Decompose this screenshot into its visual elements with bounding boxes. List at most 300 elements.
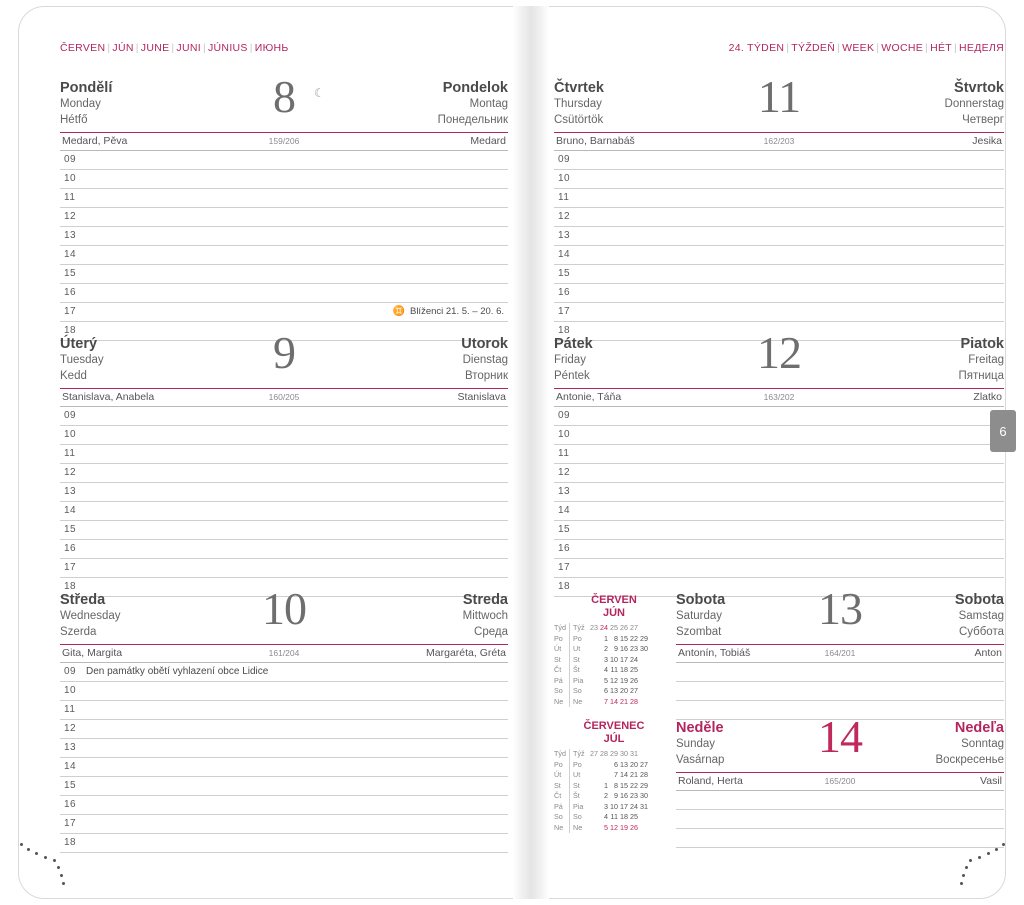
day-name-cs: Pondělí	[60, 80, 113, 96]
mini-day: 3	[604, 654, 608, 664]
mini-day: 4	[604, 812, 608, 821]
hour-label: 14	[64, 761, 77, 772]
mini-daylabel-cs: Ne	[554, 822, 564, 832]
day-names-right	[935, 720, 1004, 768]
mini-day: 9	[614, 791, 618, 800]
header-month-de: JUNI	[176, 42, 201, 54]
day-name-ru: Суббота	[958, 626, 1004, 638]
day-of-year: 159/206	[268, 136, 300, 146]
mini-day: 7	[614, 770, 618, 779]
hour-slot[interactable]	[60, 170, 508, 189]
mini-day: 27	[640, 759, 648, 769]
hour-slot[interactable]	[554, 483, 1004, 502]
day-block-friday	[554, 327, 1007, 597]
mini-week-label-cs: Týd	[554, 623, 566, 632]
hour-label: 09	[64, 154, 77, 165]
mini-day: 20	[620, 686, 628, 695]
hour-label: 13	[64, 486, 77, 497]
hour-label: 12	[64, 467, 77, 478]
mini-day-row	[554, 634, 650, 645]
hour-slot[interactable]	[60, 739, 508, 758]
day-name-sk: Pondelok	[442, 80, 508, 96]
day-of-year: 164/201	[824, 648, 856, 658]
hour-slot[interactable]	[60, 682, 508, 701]
hour-slot[interactable]	[60, 720, 508, 739]
mini-daylabel-sk: Ut	[570, 644, 591, 655]
mini-day: 26	[630, 675, 638, 685]
hour-label: 11	[558, 448, 570, 459]
hour-slot[interactable]	[554, 407, 1004, 426]
mini-day: 23	[630, 644, 638, 653]
day-name-en: Friday	[554, 354, 586, 366]
mini-day: 20	[630, 759, 638, 769]
saints-right: Vasil	[980, 775, 1002, 787]
mini-day: 13	[620, 759, 628, 769]
header-week-ru: НЕДЕЛЯ	[959, 42, 1004, 54]
day-number: 14	[818, 711, 862, 762]
day-name-en: Monday	[60, 98, 101, 110]
day-name-hu: Csütörtök	[554, 114, 604, 126]
day-names-left	[676, 592, 725, 640]
mini-week-num: 30	[620, 749, 628, 758]
saints-right: Medard	[470, 135, 506, 147]
hour-slot[interactable]	[554, 521, 1004, 540]
hour-slot[interactable]	[60, 540, 508, 559]
mini-day: 8	[614, 780, 618, 790]
mini-daylabel-cs: Ne	[554, 696, 564, 706]
hour-slot[interactable]	[554, 559, 1004, 578]
hour-slot[interactable]	[554, 189, 1004, 208]
mini-week-num: 27	[590, 749, 598, 758]
hour-slot[interactable]	[60, 265, 508, 284]
hour-slot[interactable]	[60, 796, 508, 815]
hour-label: 14	[558, 505, 571, 516]
mini-title-cs: ČERVEN	[591, 594, 637, 606]
mini-day: 19	[620, 822, 628, 832]
month-index-tab[interactable]	[990, 410, 1016, 452]
mini-day: 23	[630, 791, 638, 800]
holiday-note: Den památky obětí vyhlazení obce Lidice	[86, 666, 269, 677]
hour-slot[interactable]	[60, 815, 508, 834]
mini-week-row	[554, 623, 650, 634]
mini-day	[590, 697, 600, 708]
mini-day-row	[554, 760, 650, 771]
moon-phase-icon: ☾	[314, 86, 325, 100]
header-week-de: WOCHE	[881, 42, 924, 54]
mini-week-num: 23	[590, 623, 598, 632]
mini-day: 15	[620, 633, 628, 643]
hour-slot[interactable]	[554, 540, 1004, 559]
hour-slot[interactable]	[60, 426, 508, 445]
hour-slot[interactable]	[60, 284, 508, 303]
saints-right: Margaréta, Gréta	[426, 647, 506, 659]
hour-slot[interactable]	[60, 758, 508, 777]
mini-day: 7	[604, 696, 608, 706]
mini-day: 2	[604, 644, 608, 653]
day-name-cs: Středa	[60, 592, 106, 608]
saints-left: Roland, Herta	[678, 775, 743, 787]
mini-daylabel-sk: So	[570, 686, 591, 697]
day-name-cs: Čtvrtek	[554, 80, 604, 96]
gemini-icon: ♊	[392, 306, 405, 317]
mini-daylabel-sk: So	[570, 812, 591, 823]
note-line[interactable]	[676, 810, 1004, 829]
day-name-ru: Вторник	[464, 370, 508, 382]
mini-week-label-sk: Týž	[570, 749, 591, 760]
hour-slot[interactable]	[554, 502, 1004, 521]
mini-week-num: 26	[620, 623, 628, 632]
mini-day: 29	[640, 633, 648, 643]
mini-day: 10	[610, 801, 618, 811]
hour-slot[interactable]	[554, 464, 1004, 483]
day-name-sk: Utorok	[461, 336, 508, 352]
zodiac-note	[393, 306, 504, 317]
day-name-en: Thursday	[554, 98, 602, 110]
day-name-en: Saturday	[676, 610, 723, 622]
hour-slot[interactable]	[60, 502, 508, 521]
hour-label: 10	[64, 173, 77, 184]
hour-slot[interactable]	[60, 464, 508, 483]
mini-day: 15	[620, 780, 628, 790]
mini-day: 12	[610, 675, 618, 685]
day-name-sk: Nedeľa	[954, 720, 1004, 736]
day-name-cs: Sobota	[676, 592, 726, 608]
mini-week-num: 25	[610, 623, 618, 632]
mini-day	[590, 686, 600, 697]
day-number: 12	[757, 327, 801, 378]
mini-day: 19	[620, 675, 628, 685]
day-names-right	[958, 336, 1004, 384]
hour-label: 16	[64, 799, 77, 810]
day-header	[676, 711, 1004, 772]
hour-slot[interactable]	[554, 227, 1004, 246]
saints-row	[676, 773, 1004, 791]
day-block-thursday	[554, 71, 1004, 341]
mini-day	[590, 770, 600, 781]
hour-label: 16	[64, 543, 77, 554]
mini-day: 14	[620, 770, 628, 779]
hour-label: 10	[64, 685, 77, 696]
hour-label: 14	[64, 505, 77, 516]
mini-daylabel-sk: Ne	[570, 823, 591, 834]
hour-slot[interactable]	[60, 407, 508, 426]
day-name-hu: Kedd	[60, 370, 87, 382]
mini-daylabel-cs: Pá	[554, 801, 563, 811]
mini-daylabel-sk: Ut	[570, 770, 591, 781]
note-line[interactable]	[676, 829, 1004, 848]
hour-label: 17	[64, 562, 77, 573]
hour-label: 18	[558, 325, 571, 336]
day-names-right	[463, 592, 508, 640]
mini-day: 24	[630, 801, 638, 811]
mini-week-label-sk: Týž	[570, 623, 591, 634]
hour-label: 18	[64, 325, 77, 336]
mini-day	[590, 781, 600, 792]
day-of-year: 165/200	[824, 776, 856, 786]
day-name-de: Samstag	[958, 610, 1004, 622]
header-month-en: JUNE	[140, 42, 170, 54]
hour-slot[interactable]	[554, 208, 1004, 227]
hour-label: 09	[558, 154, 571, 165]
saints-left: Bruno, Barnabáš	[556, 135, 635, 147]
mini-day: 1	[604, 633, 608, 643]
day-number: 8	[273, 71, 295, 122]
mini-day: 21	[620, 696, 628, 706]
mini-daylabel-sk: Pia	[570, 802, 591, 813]
mini-day: 31	[640, 801, 648, 811]
mini-day: 21	[630, 770, 638, 779]
day-block-tuesday	[60, 327, 508, 597]
mini-daylabel-cs: Pá	[554, 675, 563, 685]
day-name-sk: Sobota	[954, 592, 1004, 608]
hour-slot[interactable]	[60, 521, 508, 540]
hour-label: 13	[64, 230, 77, 241]
day-of-year: 161/204	[268, 648, 300, 658]
hour-label: 09	[64, 410, 77, 421]
mini-day	[590, 655, 600, 666]
note-line[interactable]	[676, 682, 1004, 701]
hour-label: 17	[64, 818, 77, 829]
day-names-left	[554, 80, 604, 128]
hour-slot[interactable]	[554, 170, 1004, 189]
mini-day: 8	[614, 633, 618, 643]
mini-title-sk: JÚL	[603, 733, 625, 745]
hour-label: 11	[64, 704, 76, 715]
hour-label: 10	[558, 429, 571, 440]
hour-slot[interactable]	[554, 445, 1004, 464]
mini-day: 25	[630, 665, 638, 674]
mini-day-row	[554, 812, 650, 823]
hour-slot[interactable]	[60, 303, 508, 322]
hour-slot[interactable]	[554, 423, 1007, 445]
mini-day: 6	[614, 759, 618, 769]
day-name-cs: Úterý	[60, 336, 98, 352]
day-name-de: Sonntag	[961, 738, 1004, 750]
mini-day	[590, 665, 600, 676]
saints-left: Antonín, Tobiáš	[678, 647, 751, 659]
day-names-right	[438, 80, 508, 128]
mini-day	[600, 770, 610, 781]
day-name-de: Donnerstag	[944, 98, 1004, 110]
saints-left: Antonie, Táňa	[556, 391, 622, 403]
hour-slot[interactable]	[60, 151, 508, 170]
saints-right: Anton	[974, 647, 1002, 659]
mini-day: 18	[620, 665, 628, 674]
day-block-sunday	[676, 711, 1004, 848]
mini-day: 16	[620, 644, 628, 653]
mini-day: 28	[630, 696, 638, 706]
mini-daylabel-cs: Út	[554, 770, 562, 779]
header-month-sk: JÚN	[112, 42, 134, 54]
mini-day: 25	[630, 812, 638, 821]
mini-day-row	[554, 644, 650, 655]
saints-row	[60, 645, 508, 663]
day-name-ru: Пятница	[958, 370, 1004, 382]
mini-day: 18	[620, 812, 628, 821]
mini-week-label-cs: Týd	[554, 749, 566, 758]
hour-slot[interactable]	[60, 483, 508, 502]
saints-row	[60, 389, 508, 407]
mini-day: 22	[630, 633, 638, 643]
mini-day: 10	[610, 654, 618, 664]
mini-day: 30	[640, 791, 648, 800]
mini-day-row	[554, 781, 650, 792]
saints-left: Gita, Margita	[62, 647, 123, 659]
mini-daylabel-cs: So	[554, 812, 563, 821]
mini-day-row	[554, 655, 650, 666]
saints-right: Zlatko	[973, 391, 1002, 403]
hour-label: 12	[64, 211, 77, 222]
hour-slot[interactable]	[60, 208, 508, 227]
day-name-en: Sunday	[676, 738, 716, 750]
day-of-year: 160/205	[268, 392, 300, 402]
day-number: 13	[818, 583, 862, 634]
day-header	[554, 71, 1004, 132]
day-names-right	[461, 336, 508, 384]
day-name-hu: Péntek	[554, 370, 590, 382]
day-name-de: Mittwoch	[462, 610, 508, 622]
day-name-ru: Среда	[474, 626, 508, 638]
hour-slot[interactable]	[60, 834, 508, 853]
hour-label: 18	[558, 581, 571, 592]
mini-day: 4	[604, 665, 608, 674]
hour-label: 16	[558, 543, 571, 554]
hour-slot[interactable]	[60, 777, 508, 796]
hour-label: 13	[558, 486, 571, 497]
mini-daylabel-cs: Po	[554, 759, 563, 769]
mini-week-num: 28	[600, 749, 608, 758]
hour-label: 10	[64, 429, 77, 440]
day-name-cs: Neděle	[676, 720, 724, 736]
day-name-de: Dienstag	[462, 354, 508, 366]
day-number: 9	[273, 327, 295, 378]
day-name-en: Tuesday	[60, 354, 104, 366]
mini-daylabel-cs: Čt	[554, 665, 562, 674]
mini-day-row	[554, 665, 650, 676]
mini-day: 17	[620, 801, 628, 811]
header-week-sk: TÝŽDEŇ	[791, 42, 836, 54]
hour-label: 13	[64, 742, 77, 753]
mini-day: 22	[630, 780, 638, 790]
hour-label: 11	[64, 192, 76, 203]
mini-day: 3	[604, 801, 608, 811]
hour-label: 17	[558, 306, 571, 317]
mini-day-row	[554, 802, 650, 813]
hour-label: 15	[64, 780, 77, 791]
note-line[interactable]	[676, 791, 1004, 810]
header-week-en: WEEK	[842, 42, 875, 54]
mini-week-num: 24	[600, 623, 608, 632]
hour-slot[interactable]	[554, 151, 1004, 170]
mini-day: 1	[604, 780, 608, 790]
day-name-hu: Szombat	[676, 626, 722, 638]
mini-day: 9	[614, 644, 618, 653]
day-name-hu: Hétfő	[60, 114, 88, 126]
mini-day: 27	[630, 686, 638, 695]
hour-label: 12	[558, 211, 571, 222]
header-month-hu: JÚNIUS	[208, 42, 248, 54]
mini-daylabel-cs: Út	[554, 644, 562, 653]
hour-label: 18	[64, 837, 77, 848]
mini-day: 13	[610, 686, 618, 695]
hour-slot[interactable]	[60, 445, 508, 464]
mini-daylabel-sk: Št	[570, 665, 591, 676]
saints-right: Stanislava	[457, 391, 506, 403]
hour-slot[interactable]	[554, 265, 1004, 284]
hour-label: 12	[558, 467, 571, 478]
day-names-left	[554, 336, 593, 384]
header-week-right: 24. TÝDEN | TÝŽDEŇ | WEEK | WOCHE | HÉT | НЕДЕЛЯ	[728, 42, 1004, 54]
mini-grid	[554, 749, 650, 833]
mini-day: 29	[640, 780, 648, 790]
hour-label: 12	[64, 723, 77, 734]
day-of-year: 163/202	[763, 392, 795, 402]
mini-daylabel-cs: St	[554, 780, 561, 790]
hour-label: 10	[558, 173, 571, 184]
hour-label: 14	[64, 249, 77, 260]
day-names-right	[955, 592, 1004, 640]
hour-label: 18	[64, 581, 77, 592]
hour-slot[interactable]	[554, 284, 1004, 303]
mini-daylabel-sk: Št	[570, 791, 591, 802]
day-names-left	[676, 720, 724, 768]
note-line[interactable]	[676, 663, 1004, 682]
day-name-sk: Štvrtok	[954, 80, 1004, 96]
header-month-left: ČERVEN | JÚN | JUNE | JUNI | JÚNIUS | ИЮНЬ	[60, 42, 289, 54]
saints-row	[554, 389, 1004, 407]
hour-slot[interactable]	[60, 246, 508, 265]
day-names-right	[945, 80, 1004, 128]
zodiac-text: Blíženci 21. 5. – 20. 6.	[409, 306, 504, 317]
mini-day	[590, 644, 600, 655]
hour-label: 16	[64, 287, 77, 298]
mini-day-row	[554, 791, 650, 802]
mini-daylabel-cs: St	[554, 654, 561, 664]
saints-right: Jesika	[972, 135, 1002, 147]
hour-slot[interactable]	[60, 663, 508, 682]
mini-daylabel-sk: Po	[570, 634, 591, 645]
mini-week-row	[554, 749, 650, 760]
mini-day: 17	[620, 654, 628, 664]
day-name-en: Wednesday	[60, 610, 121, 622]
hour-label: 15	[64, 524, 77, 535]
hour-label: 16	[558, 287, 571, 298]
day-number: 11	[757, 71, 801, 122]
month-index-label: 6	[999, 423, 1007, 439]
mini-week-num: 27	[630, 623, 638, 632]
day-name-ru: Воскресенье	[935, 754, 1004, 766]
mini-week-num: 31	[630, 749, 638, 758]
mini-title-cs: ČERVENEC	[583, 720, 645, 732]
day-name-de: Freitag	[968, 354, 1004, 366]
hour-slot[interactable]	[60, 227, 508, 246]
left-page	[18, 6, 518, 899]
page-sheet	[18, 6, 1006, 899]
hour-slot[interactable]	[554, 246, 1004, 265]
day-header	[676, 583, 1004, 644]
hour-label: 15	[64, 268, 77, 279]
day-name-ru: Четверг	[962, 114, 1004, 126]
mini-grid	[554, 623, 650, 707]
hour-label: 13	[558, 230, 571, 241]
hour-slot[interactable]	[60, 189, 508, 208]
hour-label: 14	[558, 249, 571, 260]
mini-day	[590, 812, 600, 823]
mini-day: 11	[610, 812, 618, 821]
hour-slot[interactable]	[60, 701, 508, 720]
hour-slot[interactable]	[554, 303, 1004, 322]
hour-slot[interactable]	[60, 559, 508, 578]
